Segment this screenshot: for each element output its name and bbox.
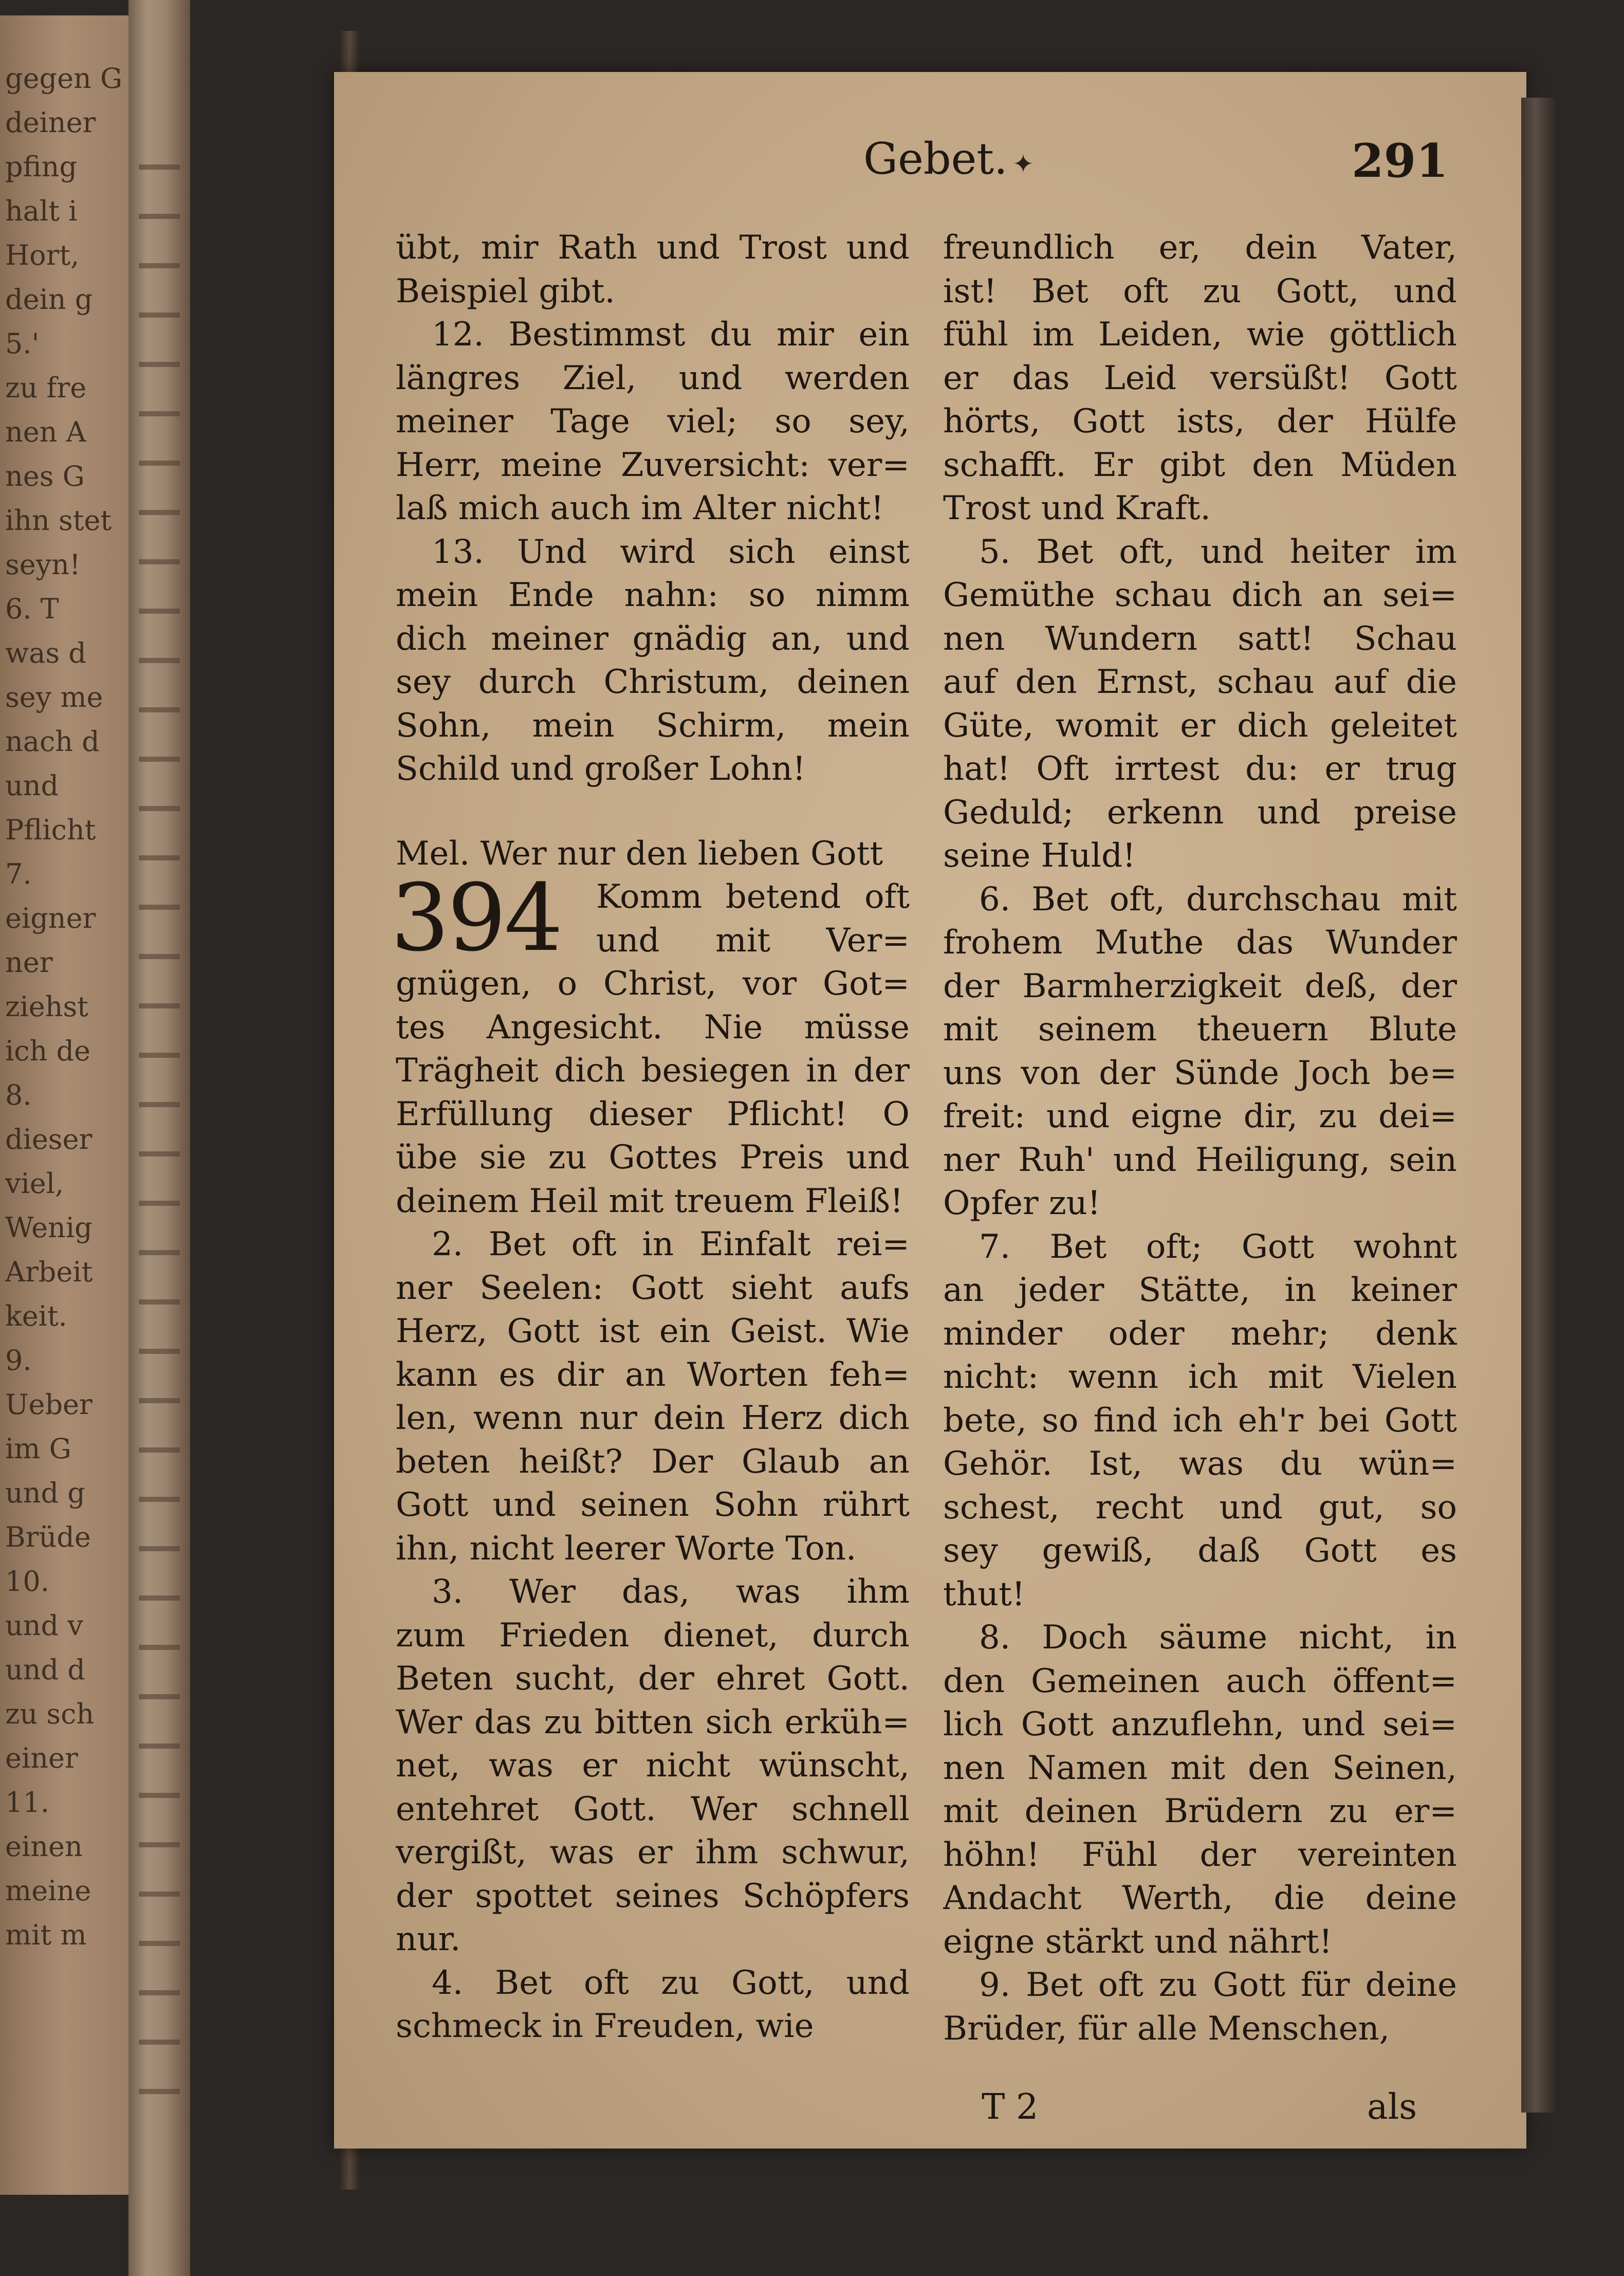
gutter-smudge <box>139 1892 180 1941</box>
previous-page-fragment: nach d <box>5 725 100 758</box>
text-line: frohem Muthe das Wunder <box>943 924 1457 962</box>
previous-page-fragment: und <box>5 769 59 802</box>
signature-mark: T 2 <box>982 2087 1039 2127</box>
previous-page-fragment: nes G <box>5 460 85 492</box>
previous-page-fragment: 11. <box>5 1786 49 1819</box>
text-line: 9. Bet oft zu Gott für deine <box>979 1966 1457 2004</box>
gutter-smudge <box>139 757 180 806</box>
text-line: 12. Bestimmst du mir ein <box>432 316 910 354</box>
catchword: als <box>1367 2087 1417 2127</box>
previous-page-fragment: zu fre <box>5 372 87 404</box>
text-line: übe sie zu Gottes Preis und <box>396 1139 910 1177</box>
text-line: ihn, nicht leerer Worte Ton. <box>396 1529 857 1568</box>
previous-page-fragment: Wenig <box>5 1212 93 1244</box>
hymn-opening <box>391 865 910 972</box>
previous-page-fragment: und v <box>5 1609 83 1642</box>
gutter-smudge <box>139 1694 180 1743</box>
gutter-smudge <box>139 1447 180 1497</box>
text-line: seine Huld! <box>943 837 1136 875</box>
text-line: kann es dir an Worten feh= <box>396 1355 910 1394</box>
text-line: nur. <box>396 1920 461 1958</box>
previous-page-fragment: deiner <box>5 106 96 139</box>
text-line: Herr, meine Zuversicht: ver= <box>396 446 910 484</box>
previous-page-fragment: einer <box>5 1742 78 1774</box>
hymn-first-line: und mit Ver= <box>596 921 910 960</box>
previous-page-fragment: und g <box>5 1477 85 1509</box>
previous-page-fragment: Brüde <box>5 1521 91 1553</box>
gutter-smudge <box>139 1842 180 1892</box>
text-line: eigne stärkt und nährt! <box>943 1922 1333 1961</box>
previous-page-fragment: 8. <box>5 1079 32 1111</box>
gutter-smudge <box>139 658 180 707</box>
text-line: 5. Bet oft, und heiter im <box>979 533 1457 571</box>
gutter-smudge <box>139 510 180 559</box>
previous-page-fragment: was d <box>5 637 86 669</box>
text-line: 2. Bet oft in Einfalt rei= <box>432 1225 910 1263</box>
text-line: Gott und seinen Sohn rührt <box>396 1486 910 1524</box>
text-line: entehret Gott. Wer schnell <box>396 1790 910 1828</box>
current-page <box>334 72 1526 2149</box>
text-line: Erfüllung dieser Pflicht! O <box>396 1095 910 1133</box>
text-line: bete, so find ich eh'r bei Gott <box>943 1401 1457 1440</box>
text-line: hörts, Gott ists, der Hülfe <box>943 402 1457 440</box>
text-line: schmeck in Freuden, wie <box>396 2007 814 2045</box>
gutter-smudge <box>139 1546 180 1595</box>
text-line: 8. Doch säume nicht, in <box>979 1619 1457 1657</box>
text-line: der spottet seines Schöpfers <box>396 1877 910 1915</box>
text-line: Gehör. Ist, was du wün= <box>943 1445 1457 1483</box>
text-line: mein Ende nahn: so nimm <box>396 576 910 614</box>
text-line: Trost und Kraft. <box>943 489 1211 527</box>
gutter-smudge <box>139 1595 180 1645</box>
gutter-smudge <box>139 1497 180 1546</box>
text-line: uns von der Sünde Joch be= <box>943 1054 1457 1092</box>
text-line: Herz, Gott ist ein Geist. Wie <box>396 1312 910 1350</box>
previous-page-text <box>5 57 128 1957</box>
previous-page-fragment: Pflicht <box>5 814 96 846</box>
text-line: 3. Wer das, was ihm <box>432 1573 910 1611</box>
previous-page-fragment: dein g <box>5 283 93 316</box>
text-line: Wer das zu bitten sich erküh= <box>396 1703 910 1741</box>
text-line: an jeder Stätte, in keiner <box>943 1271 1457 1309</box>
text-line: nen Namen mit den Seinen, <box>943 1749 1457 1787</box>
text-line: Geduld; erkenn und preise <box>943 793 1457 832</box>
text-line: tes Angesicht. Nie müsse <box>396 1008 910 1047</box>
text-line: lich Gott anzuflehn, und sei= <box>943 1705 1457 1743</box>
text-line: freit: und eigne dir, zu dei= <box>943 1097 1457 1135</box>
gutter-smudge <box>139 2089 180 2138</box>
text-line: hat! Oft irrtest du: er trug <box>943 750 1457 788</box>
text-line: dich meiner gnädig an, und <box>396 619 910 658</box>
text-line: sey durch Christum, deinen <box>396 663 910 701</box>
left-text-column <box>391 226 910 2048</box>
page-edge <box>1521 98 1557 2113</box>
text-line: minder oder mehr; denk <box>943 1314 1457 1353</box>
previous-page-fragment: viel, <box>5 1167 64 1200</box>
previous-page-fragment: eigner <box>5 902 96 934</box>
text-line: Andacht Werth, die deine <box>943 1879 1457 1917</box>
gutter-smudge <box>139 806 180 855</box>
gutter-smudge <box>139 1151 180 1201</box>
text-line: schafft. Er gibt den Müden <box>943 446 1457 484</box>
text-line: Schild und großer Lohn! <box>396 750 806 788</box>
gutter-smudge <box>139 1398 180 1447</box>
text-line: längres Ziel, und werden <box>396 359 910 397</box>
text-line: er das Leid versüßt! Gott <box>943 359 1457 397</box>
previous-page-fragment: mit m <box>5 1919 87 1951</box>
text-line: net, was er nicht wünscht, <box>396 1747 910 1785</box>
gutter-smudge <box>139 263 180 313</box>
text-line: sey gewiß, daß Gott es <box>943 1532 1457 1570</box>
text-line: gnügen, o Christ, vor Got= <box>396 965 910 1003</box>
page-number: 291 <box>1352 134 1448 188</box>
gutter-smudge <box>139 1645 180 1694</box>
text-line: vergißt, was er ihm schwur, <box>396 1833 910 1871</box>
running-head: Gebet. <box>863 134 1008 184</box>
previous-page-fragment: Arbeit <box>5 1256 93 1288</box>
hymn-number: 394 <box>391 865 561 972</box>
text-line: fühl im Leiden, wie göttlich <box>943 316 1457 354</box>
gutter-smudge <box>139 1990 180 2040</box>
melody-line: Mel. Wer nur den lieben Gott <box>396 834 883 873</box>
previous-page-fragment: im G <box>5 1433 71 1465</box>
text-line: laß mich auch im Alter nicht! <box>396 489 884 527</box>
previous-page-fragment: keit. <box>5 1300 67 1332</box>
text-line: der Barmherzigkeit deß, der <box>943 967 1457 1005</box>
text-line: Güte, womit er dich geleitet <box>943 706 1457 745</box>
previous-page-fragment: 10. <box>5 1565 49 1598</box>
previous-page-fragment: seyn! <box>5 548 81 581</box>
previous-page-fragment: 9. <box>5 1344 32 1376</box>
text-line: höhn! Fühl der vereinten <box>943 1836 1457 1874</box>
previous-page-fragment: 5.' <box>5 327 40 360</box>
text-line: mit seinem theuern Blute <box>943 1011 1457 1049</box>
previous-page-fragment: 6. T <box>5 593 59 625</box>
previous-page-fragment: zu sch <box>5 1698 95 1730</box>
text-line: Sohn, mein Schirm, mein <box>396 706 910 745</box>
previous-page-fragment: ziehst <box>5 990 88 1023</box>
gutter-smudge <box>139 954 180 1003</box>
text-line: Gemüthe schau dich an sei= <box>943 576 1457 614</box>
text-line: deinem Heil mit treuem Fleiß! <box>396 1182 903 1220</box>
text-line: thut! <box>943 1575 1025 1613</box>
text-line: len, wenn nur dein Herz dich <box>396 1399 910 1437</box>
gutter-smudge <box>139 609 180 658</box>
gutter-smudge <box>139 1003 180 1053</box>
gutter-smudge <box>139 214 180 263</box>
gutter-smudge <box>139 1743 180 1793</box>
text-line: ist! Bet oft zu Gott, und <box>943 272 1457 310</box>
text-line: Beten sucht, der ehret Gott. <box>396 1660 910 1698</box>
text-line: 4. Bet oft zu Gott, und <box>432 1963 910 2002</box>
previous-page-fragment: nen A <box>5 416 86 448</box>
right-text-column <box>943 226 1457 2050</box>
ornament-icon: ✦ <box>1012 149 1034 179</box>
previous-page-fragment: 7. <box>5 858 32 890</box>
previous-page-fragment: ich de <box>5 1035 90 1067</box>
gutter-smudge <box>139 411 180 461</box>
previous-page-fragment: ihn stet <box>5 504 112 537</box>
text-line: 13. Und wird sich einst <box>432 533 910 571</box>
text-line: zum Frieden dienet, durch <box>396 1616 910 1655</box>
text-line: nicht: wenn ich mit Vielen <box>943 1358 1457 1396</box>
previous-page <box>0 15 128 2195</box>
gutter-smudge <box>139 1250 180 1299</box>
gutter-smudge <box>139 559 180 609</box>
gutter-smudge <box>139 855 180 905</box>
previous-page-fragment: dieser <box>5 1123 93 1155</box>
text-line: beten heißt? Der Glaub an <box>396 1442 910 1481</box>
previous-page-fragment: sey me <box>5 681 103 713</box>
gutter-smudge <box>139 1053 180 1102</box>
previous-page-fragment: einen <box>5 1830 83 1863</box>
gutter-smudge <box>139 1941 180 1990</box>
gutter-smudge <box>139 1349 180 1398</box>
text-line: übt, mir Rath und Trost und <box>396 229 910 267</box>
text-line: auf den Ernst, schau auf die <box>943 663 1457 701</box>
text-line: freundlich er, dein Vater, <box>943 229 1457 267</box>
text-line: Opfer zu! <box>943 1184 1101 1222</box>
previous-page-fragment: und d <box>5 1654 85 1686</box>
text-line: ner Seelen: Gott sieht aufs <box>396 1269 910 1307</box>
text-line: Beispiel gibt. <box>396 272 615 310</box>
text-line: schest, recht und gut, so <box>943 1488 1457 1527</box>
text-line: 7. Bet oft; Gott wohnt <box>979 1227 1457 1266</box>
text-line: mit deinen Brüdern zu er= <box>943 1792 1457 1830</box>
text-line: meiner Tage viel; so sey, <box>396 402 910 440</box>
text-line: nen Wundern satt! Schau <box>943 619 1457 658</box>
gutter-smudge <box>139 905 180 954</box>
previous-page-fragment: halt i <box>5 195 78 227</box>
gutter-bleed <box>128 164 190 2138</box>
text-line: Brüder, für alle Menschen, <box>943 2009 1390 2048</box>
text-line: ner Ruh' und Heiligung, sein <box>943 1141 1457 1179</box>
text-line: Trägheit dich besiegen in der <box>396 1052 910 1090</box>
previous-page-fragment: Ueber <box>5 1388 93 1421</box>
gutter-smudge <box>139 164 180 214</box>
previous-page-fragment: pfing <box>5 151 77 183</box>
gutter-smudge <box>139 2040 180 2089</box>
gutter-smudge <box>139 313 180 362</box>
previous-page-fragment: meine <box>5 1875 91 1907</box>
previous-page-fragment: Hort, <box>5 239 80 271</box>
gutter-smudge <box>139 1102 180 1151</box>
text-line: 6. Bet oft, durchschau mit <box>979 880 1457 919</box>
previous-page-fragment: gegen G <box>5 62 123 95</box>
gutter-smudge <box>139 1299 180 1349</box>
gutter-smudge <box>139 707 180 757</box>
previous-page-fragment: ner <box>5 946 53 979</box>
gutter-smudge <box>139 1793 180 1842</box>
hymn-first-line: Komm betend oft <box>596 878 910 916</box>
gutter-smudge <box>139 362 180 411</box>
text-line: den Gemeinen auch öffent= <box>943 1662 1457 1700</box>
gutter-smudge <box>139 461 180 510</box>
gutter-smudge <box>139 1201 180 1250</box>
